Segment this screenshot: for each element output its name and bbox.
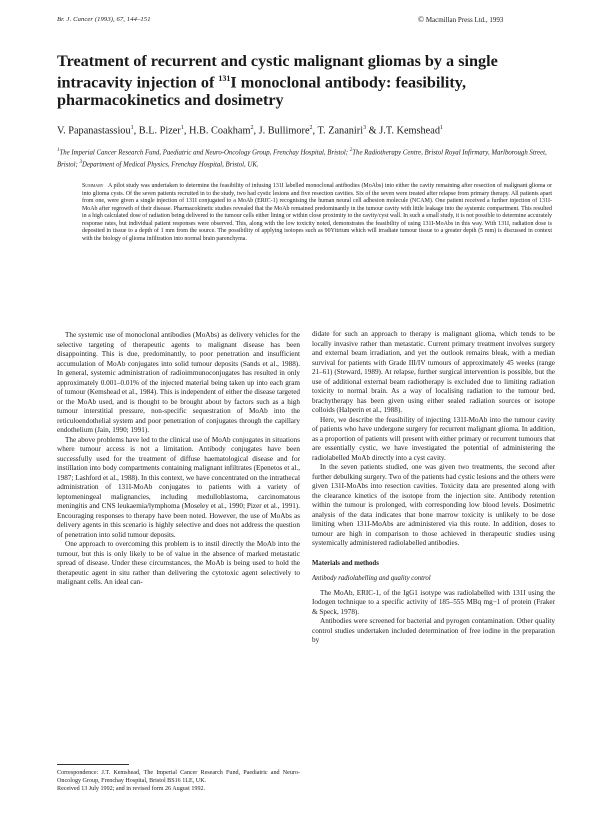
publisher-credit	[418, 15, 503, 24]
author: B.L. Pizer	[138, 125, 181, 137]
body-paragraph: In the seven patients studied, one was given two treatments, the second after further debulking surgery. Two of the patients had cystic lesions and the others were given 131I-MoAbs into resection cavities. Toxicity data are presented along with the clearance kinetics of the isotope from the injection site. Antibody retention within the tumour is prolonged, with corresponding low blood levels. Dosimetric analysis of the data indicates that bone marrow toxicity is unlikely to be dose limiting when 131I-MoAbs are administered via this route. In addition, doses to tumour are high in comparison to those achieved in therapeutic studies using systemically administered radiolabelled antibodies.	[312, 463, 555, 547]
correspondence-footnote	[57, 770, 300, 793]
publisher-name: Macmillan Press Ltd., 1993	[425, 16, 504, 24]
copyright-icon: ©	[418, 15, 425, 24]
author: V. Papanastassiou	[57, 125, 131, 137]
author: T. Zananiri	[317, 125, 364, 137]
summary-label: Summary	[82, 183, 104, 189]
body-paragraph: The systemic use of monoclonal antibodies (MoAbs) as delivery vehicles for the selective targeting of therapeutic agents to malignant disease has been disappointing. This is due, predominantly, to poor penetration and insufficient accumulation of MoAb conjugates into solid tumour deposits (Sands et al., 1988). In general, systemic administration of radioimmunoconjugates has resulted in only approximately 0.001–0.01% of the injected material being taken up into each gram of tumour (Kemshead et al., 1984). This is independent of either the disease targeted or the MoAb used, and is thought to be brought about by factors such as a high tumour interstitial pressure, non-specific sequestration of MoAb into the reticuloendothelial system and poor penetration of conjugates through the capillary endothelium (Jain, 1990; 1991).	[57, 331, 300, 434]
author: J. Bullimore	[258, 125, 310, 137]
affiliations: $^1$The Imperial Cancer Research Fund, Paediatric and Neuro-Oncology Group, Frenchay Hospital, Bristol; $^2$The Radiotherapy Centre, Bristol Royal Infirmary, Marlborough Street, Bristol; $^3$Department of Medical Physics, Frenchay Hospital, Bristol, UK.	[57, 148, 547, 169]
received-dates: Received 13 July 1992; and in revised form 26 August 1992.	[57, 785, 206, 792]
right-column	[312, 330, 555, 646]
body-paragraph: Antibodies were screened for bacterial and pyrogen contamination. Other quality control studies undertaken included determination of free iodine in the preparation by	[312, 617, 555, 644]
footnote-divider	[57, 764, 129, 765]
title-line-3: pharmacokinetics and dosimetry	[57, 91, 284, 110]
left-column	[57, 331, 300, 588]
article-title	[57, 52, 557, 109]
body-paragraph: didate for such an approach to therapy is malignant glioma, which tends to be locally invasive rather than metastatic. Current primary treatment involves surgery and external beam irradiation, and yet the outlook remains bleak, with a median survival for patients with Grade III/IV tumours of approximately 45 weeks (range 21–61) (Steward, 1989). At relapse, further surgical intervention is possible, but the use of additional external beam radiotherapy is excluded due to limiting radiation toxicity to normal brain. As a way of localising radiation to the tumour bed, brachytherapy has been given using either sealed radiation sources or isotope colloids (Halperin et al., 1988).	[312, 330, 555, 414]
summary-text: A pilot study was undertaken to determine the feasibility of infusing 131I labelled monoclonal antibodies (MoAbs) into either the cavity remaining after resection of malignant glioma or into glioma cysts. Of the seven patients recruited in to the study, two had cystic lesions and five resection cavities. Six of the seven were treated after relapse from primary therapy. All patients apart from one, were given a single injection of 131I conjugated to a MoAb (ERIC-1) recognising the human neural cell adhesion molecule (NCAM). One patient received a further injection of 131I-MoAb after regrowth of their disease. Pharmacokinetic studies revealed that the MoAb remained predominantly in the tumour cavity with little leakage into the systemic compartment. This resulted in a high calculated dose of radiation being delivered to the tumour cells either lining or within close proximity to the cavity/cyst wall. In such a small study, it is not possible to determine accurately response rates, but individual patient responses were observed. This, along with the low toxicity noted, demonstrates the feasibility of using 131I-MoAbs in this way. With 131I, radiation dose is deposited in tissue to a depth of 1 mm from the source. The possibility of applying isotopes such as 90Yttrium which will irradiate tumour tissue to a greater depth (5 mm) is discussed in context with the biology of glioma infiltration into normal brain parenchyma.	[82, 183, 552, 242]
body-paragraph: One approach to overcoming this problem is to instil directly the MoAb into the tumour, but this is only likely to be of value in the absence of marked metastatic spread of disease. Under these circumstances, the MoAb is being used to hold the therapeutic agent in situ rather than delivering the cytotoxic agent selectively to malignant cells. An ideal can-	[57, 540, 300, 586]
author-list: V. Papanastassiou$^1$, B.L. Pizer$^1$, H.B. Coakham$^2$, J. Bullimore$^2$, T. Zananiri$^3$ & J.T. Kemshead$^1$	[57, 125, 443, 137]
title-line-1: Treatment of recurrent and cystic malignant gliomas by a single	[57, 52, 498, 70]
author: H.B. Coakham	[188, 125, 251, 137]
isotope-superscript: 131	[218, 74, 231, 83]
body-paragraph: The above problems have led to the clinical use of MoAb conjugates in situations where tumour access is not a limitation. Antibody conjugates have been successfully used for the treatment of diffuse haematological disease and for instillation into body compartments containing malignant infiltrates (Epenetos et al., 1987; Lashford et al., 1988). In this context, we have concentrated on the intrathecal administration of 131I-MoAb conjugates to patients with a variety of leptomeningeal malignancies, including medulloblastoma, carcinomatous meningitis and CNS leukaemia/lymphoma (Moseley et al., 1990; Pizer et al., 1991). Encouraging responses to therapy have been noted. However, the use of MoAbs as delivery agents in this scenario is highly selective and does not address the question of penetration into solid tumour deposits.	[57, 435, 300, 539]
journal-citation: Br. J. Cancer (1993), 67, 144–151	[57, 16, 151, 23]
body-paragraph: Here, we describe the feasibility of injecting 131I-MoAb into the tumour cavity of patients who have undergone surgery for recurrent malignant glioma. In addition, as a proportion of patients will present with either primary or recurrent tumours that are essentially cystic, we have investigated the potential of administering the radiolabelled MoAb directly into a cyst cavity.	[312, 415, 555, 462]
section-heading: Materials and methods	[312, 559, 379, 567]
title-line-2: intracavity injection of $^{131}$I monoclonal antibody: feasibility,	[57, 73, 467, 92]
abstract-summary	[82, 183, 552, 243]
author: J.T. Kemshead	[379, 125, 440, 137]
correspondence-text: Correspondence: J.T. Kemshead, The Imperial Cancer Research Fund, Paediatric and Neuro-Oncology Group, Frenchay Hospital, Bristol BS16 1LE, UK.	[57, 770, 300, 784]
body-paragraph: The MoAb, ERIC-1, of the IgG1 isotype was radiolabelled with 131I using the Iodogen technique to a specific activity of 185–555 MBq mg−1 of protein (Fraker & Speck, 1978).	[312, 588, 555, 616]
subsection-heading: Antibody radiolabelling and quality control	[312, 575, 431, 582]
